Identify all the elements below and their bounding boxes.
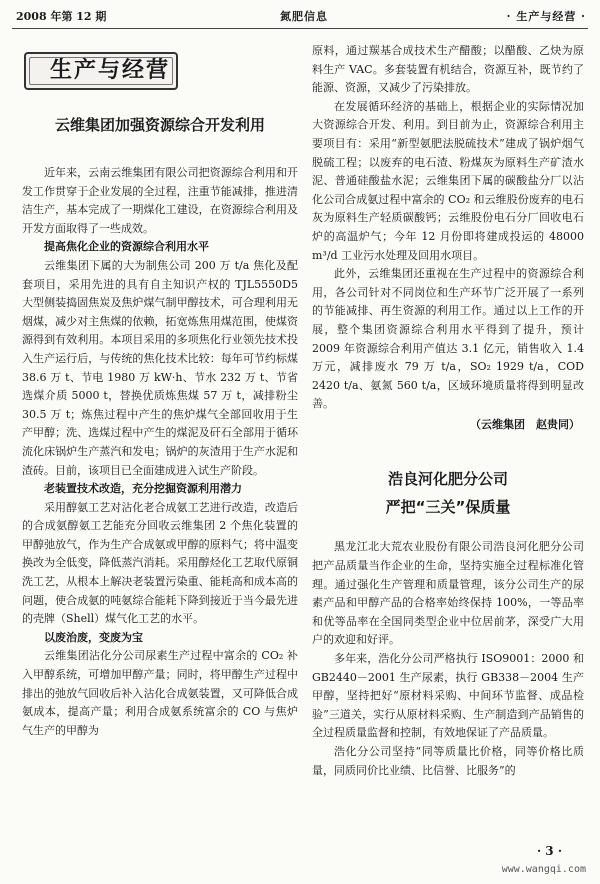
article1-paragraph-1: 云维集团下属的大为制焦公司 200 万 t/a 焦化及配套项目，采用先进的具有自主知识产权的 TJL5550D5 大型侧装捣固焦炭及焦炉煤气制甲醇技术，可合理利用无烟煤，减少对主焦煤的依赖，拓宽炼焦用煤范围，使煤资源得到有效利用。本项目采用的多项焦化行业领先技术投入生产运行后，与传统的焦化技术比较：每年可节约标煤 38.6 万 t、节电 1980 万 kW·h、节水 232 万 t、节省选煤介质 5000 t，替换优质炼焦煤 57 万 t，减排粉尘 30.5 万 t；炼焦过程中产生的焦炉煤气全部回收用于生产甲醇；洗、选煤过程中产生的煤泥及矸石全部用于循环流化床锅炉生产蒸汽和发电；锅炉的灰渣用于生产水泥和渣砖。目前，该项目已全面建成进入试生产阶段。 — [22, 258, 298, 477]
article-gap — [312, 434, 584, 462]
article2-paragraph-3: 浩化分公司坚持“同等质量比价格，同等价格比质量，同质同价比业绩、比信誉、比服务”的 — [312, 745, 584, 777]
section-label-box — [24, 52, 178, 90]
article1-paragraph-4: 在发展循环经济的基础上，根据企业的实际情况加大资源综合开发、利用。到目前为止，资源综合利用主要项目有：采用“新型氨肥法脱硫技术”建成了锅炉烟气脱硫工程；以废弃的电石渣、粉煤灰为原料生产矿渣水泥、普通硅酸盐水泥；云维集团下属的碳酸盐分厂以沾化公司合成氨过程中富余的 CO₂ 和云维股份废弃的电石灰为原料生产轻质碳酸钙；云维股份电石分厂回收电石炉的高温炉气；今年 12 月份即将建成投运的 48000 m³/d 工业污水处理及回用水项目。 — [312, 99, 584, 262]
article1-subhead-2: 老装置技术改造，充分挖掘资源利用潜力 — [44, 482, 242, 496]
article1-title: 云维集团加强资源综合开发利用 — [54, 116, 265, 134]
section-running-head: · 生产与经营 · — [506, 10, 586, 23]
article1-paragraph-2: 采用醇氨工艺对沾化老合成氨工艺进行改造，改造后的合成氨醇氨工艺能充分回收云维集团 2 个焦化装置的甲醇弛放气，作为生产合成氨或甲醇的原料气；将中温变换改为全低变，降低蒸汽消耗。采用醇烃化工艺取代原铜洗工艺，从根本上解决老装置污染重、能耗高和成本高的问题，使合成氨的吨氨综合能耗下降到接近于当今最先进的壳牌（Shell）煤气化工艺的水平。 — [22, 500, 298, 626]
page-header — [12, 6, 588, 29]
article1-subhead-3: 以废治废，变废为宝 — [44, 630, 143, 644]
section-label: 生产与经营 — [50, 58, 171, 83]
article1-subhead-1: 提高焦化企业的资源综合利用水平 — [44, 240, 209, 254]
article2-title-line2: 严把“三关”保质量 — [385, 498, 511, 517]
article2-paragraph-2: 多年来，浩化分公司严格执行 ISO9001：2000 和 GB2440－2001 生产尿素，执行 GB338－2004 生产甲醇，坚持把好“原材料采购、中间环节监督、成品检验”三道关，实行从原材料采购、生产制造到产品销售的全过程质量监督和控制，有效地保证了产品质量。 — [312, 652, 584, 740]
article2-paragraph-1: 黑龙江北大荒农业股份有限公司浩良河化肥分公司把产品质量当作企业的生命，坚持实施全过程标准化管理。通过强化生产管理和质量管理，该分公司生产的尿素产品和甲醇产品的合格率始终保持 100%，一等品率和优等品率在全国同类型企业中位居前茅，深受广大用户的欢迎和好评。 — [312, 540, 584, 647]
article1-paragraph-3-continued: 原料，通过羰基合成技术生产醋酸；以醋酸、乙炔为原料生产 VAC。多套装置有机结合，资源互补，既节约了能源、资源，又减少了污染排放。 — [312, 44, 584, 95]
page-number: · 3 · — [536, 844, 562, 858]
article1-paragraph-5: 此外，云维集团还重视在生产过程中的资源综合利用，各公司针对不同岗位和生产环节广泛开展了一系列的节能减排、再生资源的利用工作。通过以上工作的开展，整个集团资源综合利用水平得到了提升，预计 2009 年资源综合利用产值达 3.1 亿元，销售收入 1.4 万元，减排废水 79 万 t/a，SO₂ 1929 t/a，COD 2420 t/a、氨氮 560 t/a，区域环境质量将得到明显改善。 — [312, 267, 584, 411]
article1-intro: 近年来，云南云维集团有限公司把资源综合利用和开发工作贯穿于企业发展的全过程，注重节能减排，推进清洁生产，基本完成了一期煤化工建设，在资源综合利用及开发方面取得了一些成效。 — [22, 166, 298, 235]
article2-title-line1: 浩良河化肥分公司 — [387, 470, 508, 489]
article1-paragraph-3: 云维集团沾化分公司尿素生产过程中富余的 CO₂ 补入甲醇系统，可增加甲醇产量；同时，将甲醇生产过程中排出的弛放气回收后补入沾化合成氨装置，又可降低合成氨成本，提高产量；利用合成氨系统富余的 CO 与焦炉气生产的甲醇为 — [22, 649, 298, 737]
left-column — [22, 42, 298, 740]
article1-credit: （云维集团 赵贵同） — [470, 417, 580, 431]
journal-name: 氮肥信息 — [280, 10, 328, 23]
right-column — [312, 42, 584, 780]
issue-label: 2008 年第 12 期 — [16, 10, 107, 23]
watermark-text: www.wangqi.com — [501, 864, 586, 875]
